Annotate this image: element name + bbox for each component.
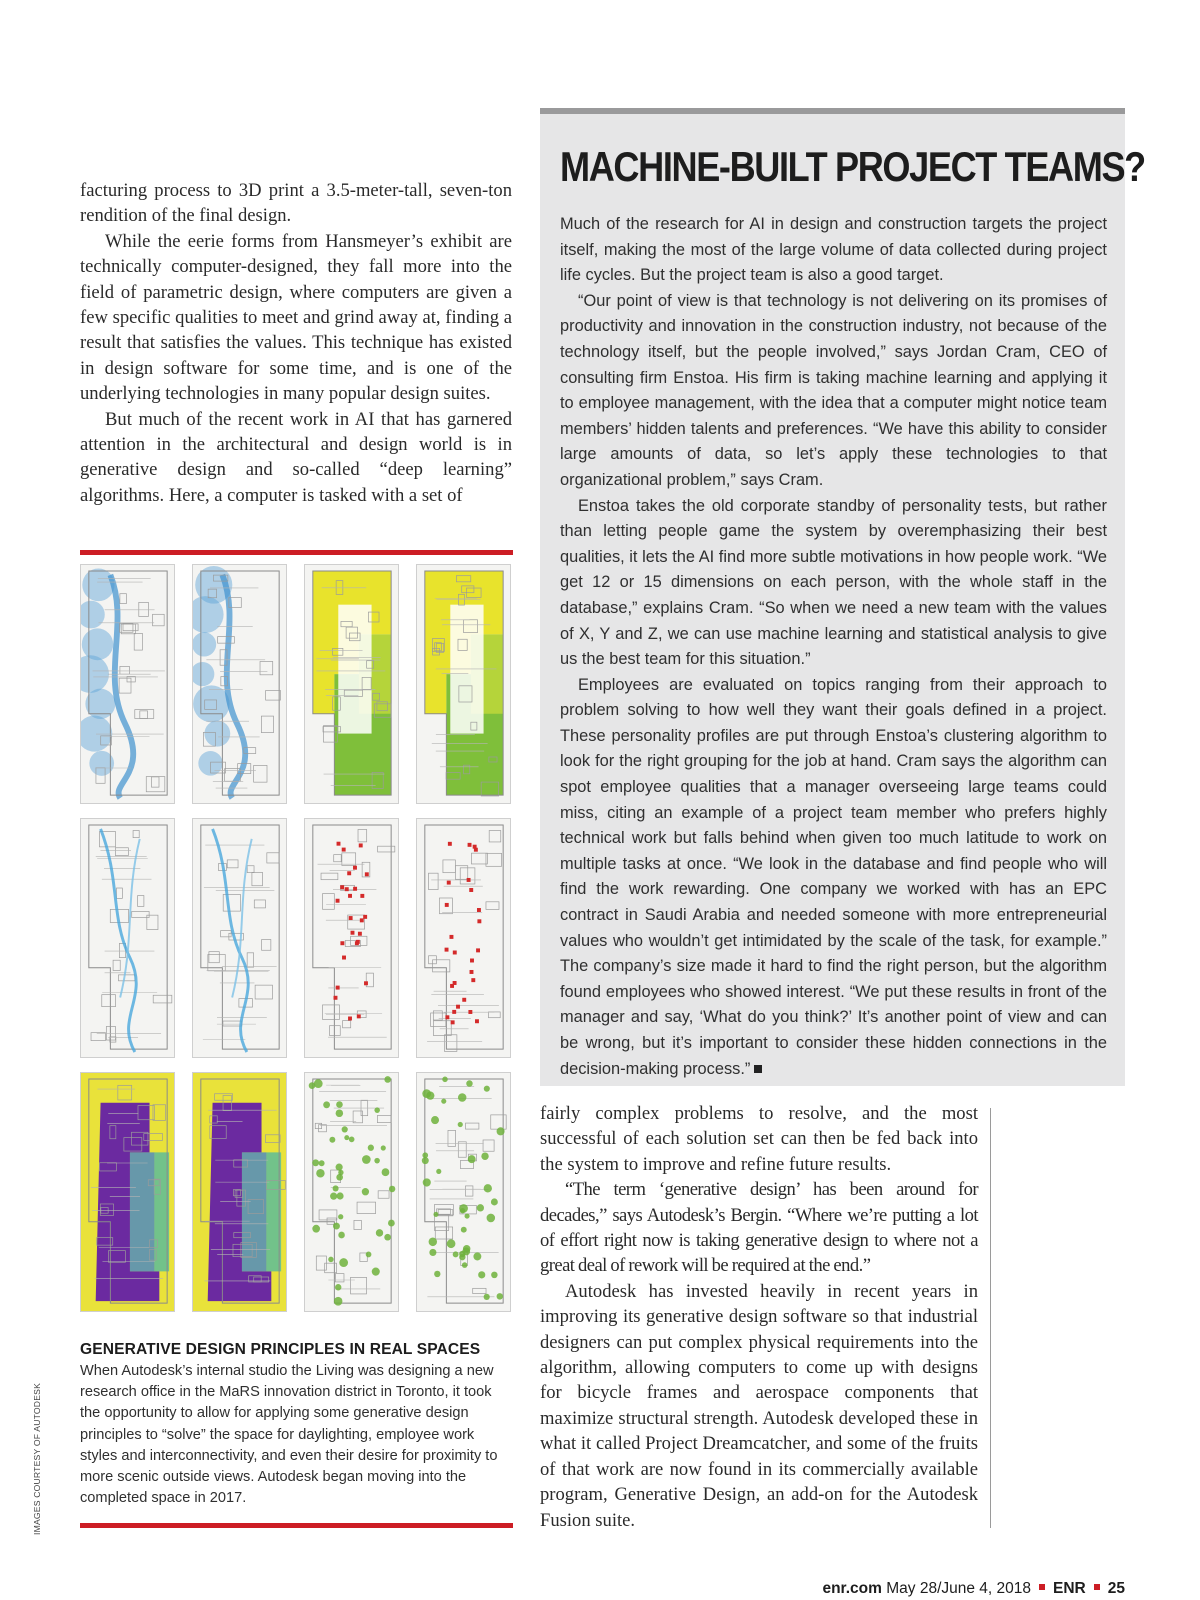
sidebar-paragraph-3: Enstoa takes the old corporate standby of personality tests, but rather than letting people game the system by overemphasizing their best qualities, it lets the AI find more subtle motivations in how people work. “We get 12 or 15 dimensions on each person, with the whole staff in the database,” explains Cram. “So when we need a new team with the values of X, Y and Z, we can use machine learning and statistical analysis to give us the best team for this situation.”	[560, 496, 1107, 669]
right-paragraph-1: fairly complex problems to resolve, and the most successful of each solution set can then be fed back into the system to improve and refine future results.	[540, 1103, 978, 1175]
sidebar-box	[540, 108, 1145, 1086]
floor-plan-image	[416, 818, 511, 1058]
floor-plan-image	[304, 564, 399, 804]
caption-title: GENERATIVE DESIGN PRINCIPLES IN REAL SPACES	[80, 1341, 481, 1358]
floor-plan-image	[416, 1072, 511, 1312]
footer-site: enr.com	[822, 1580, 882, 1597]
right-column	[540, 1101, 978, 1533]
end-mark-icon	[754, 1065, 762, 1073]
left-paragraph-1: facturing process to 3D print a 3.5-meter-tall, seven-ton rendition of the final design.	[80, 180, 512, 227]
floor-plan-image	[192, 564, 287, 804]
floor-plan-image	[80, 564, 175, 804]
left-column	[80, 178, 512, 508]
column-rule	[990, 1108, 991, 1528]
sidebar-paragraph-1: Much of the research for AI in design and construction targets the project itself, making the most of the large volume of data collected during project life cycles. But the project team is also a good target.	[560, 215, 1107, 285]
right-paragraph-3: Autodesk has invested heavily in recent years in improving its generative design software so that industrial designers can put complex physical requirements into the algorithm, allowing computers to come up with designs for bicycle frames and aerospace components that maximize structural strength. Autodesk developed these in what it called Project Dreamcatcher, and some of the fruits of that work are now found in its commercially available program, Generative Design, an add-on for the Autodesk Fusion suite.	[540, 1280, 978, 1531]
left-paragraph-3: But much of the recent work in AI that has garnered attention in the architectural and design world is in generative design and so-called “deep learning” algorithms. Here, a computer is tasked with a set of	[80, 408, 512, 506]
floor-plan-image	[304, 818, 399, 1058]
floor-plan-drawing	[193, 1073, 286, 1311]
floor-plan-drawing	[417, 1073, 510, 1311]
caption-body: When Autodesk’s internal studio the Living was designing a new research office in the MaRS innovation district in Toronto, it took the opportunity to allow for applying some generative design principles to “solve” the space for daylighting, employee work styles and interconnectivity, and even their desire for proximity to more scenic outside views. Autodesk began moving into the completed space in 2017.	[80, 1363, 498, 1507]
floor-plan-drawing	[305, 565, 398, 803]
floor-plan-drawing	[417, 819, 510, 1057]
floor-plan-image	[80, 1072, 175, 1312]
floor-plan-image	[304, 1072, 399, 1312]
floor-plan-image	[192, 818, 287, 1058]
floor-plan-image	[192, 1072, 287, 1312]
footer-page-number: 25	[1107, 1580, 1125, 1597]
floor-plan-drawing	[305, 819, 398, 1057]
floor-plan-drawing	[81, 1073, 174, 1311]
floor-plan-drawing	[193, 565, 286, 803]
image-credit: IMAGES COURTESY OF AUTODESK	[32, 1382, 42, 1535]
figure-image-grid	[80, 564, 513, 1326]
sidebar-paragraph-2: “Our point of view is that technology is not delivering on its promises of productivity and innovation in the construction industry, not because of the technology itself, but the people involved,” says Jordan Cram, CEO of consulting firm Enstoa. His firm is taking machine learning and applying it to employee management, with the idea that a computer might notice team members’ hidden talents and preferences. “We have this ability to consider large amounts of data, so let’s apply these technologies to that organizational problem,” says Cram.	[560, 291, 1107, 489]
floor-plan-drawing	[305, 1073, 398, 1311]
page-footer	[822, 1580, 1125, 1598]
sidebar-paragraph-4: Employees are evaluated on topics ranging from their approach to problem solving to how well they want their goals defined in a project. These personality profiles are put through Enstoa’s clustering algorithm to look for the right grouping for the job at hand. Cram says the algorithm can spot employee qualities that a manager overseeing large teams could miss, citing an example of a project team member who prefers highly technical work but falls behind when given too much latitude to work on multiple tasks at once. “We look in the database and find people who will find the work rewarding. One company we worked with has an EPC contract in Saudi Arabia and needed someone with more entrepreneurial values who wouldn’t get intimidated by the scale of the task, for example.” The company’s size made it hard to find the right person, but the algorithm found employees who showed interest. “We put these results in front of the manager and say, ‘What do you think?’ It’s another point of view and can be wrong, but it’s important to consider these hidden connections in the decision-making process.”	[560, 675, 1107, 1078]
footer-brand: ENR	[1053, 1580, 1086, 1597]
footer-separator-icon	[1094, 1584, 1100, 1590]
footer-separator-icon	[1039, 1584, 1045, 1590]
figure-top-rule	[80, 550, 513, 555]
footer-date: May 28/June 4, 2018	[886, 1580, 1032, 1597]
floor-plan-drawing	[417, 565, 510, 803]
floor-plan-image	[80, 818, 175, 1058]
sidebar-title: MACHINE-BUILT PROJECT TEAMS?	[560, 143, 1145, 190]
floor-plan-drawing	[81, 565, 174, 803]
figure-bottom-rule	[80, 1523, 513, 1528]
floor-plan-image	[416, 564, 511, 804]
floor-plan-drawing	[193, 819, 286, 1057]
right-paragraph-2: “The term ‘generative design’ has been around for decades,” says Autodesk’s Bergin. “Where we’re putting a lot of effort right now is taking generative design to where not a great deal of rework will be required at the end.”	[540, 1179, 978, 1277]
left-paragraph-2: While the eerie forms from Hansmeyer’s exhibit are technically computer-designed, they fall more into the field of parametric design, where computers are given a few specific qualities to meet and grind away at, finding a result that satisfies the values. This technique has existed in design software for some time, and is one of the underlying technologies in many popular design suites.	[80, 230, 512, 405]
floor-plan-drawing	[81, 819, 174, 1057]
figure-caption	[80, 1340, 513, 1509]
sidebar-body	[560, 212, 1107, 1082]
